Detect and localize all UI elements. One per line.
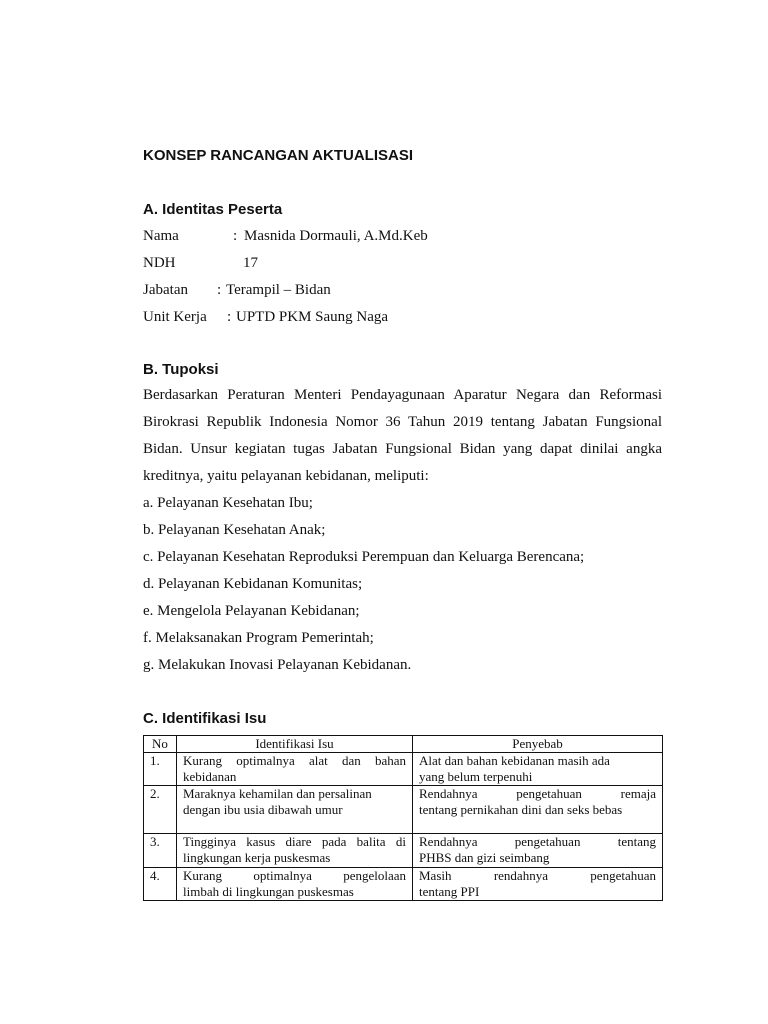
paragraph-line: Bidan. Unsur kegiatan tugas Jabatan Fungsional Bidan yang dapat dinilai angka [143, 441, 662, 457]
row-number: 2. [144, 786, 177, 834]
cell-line: kebidanan [183, 769, 237, 784]
list-item: c. Pelayanan Kesehatan Reproduksi Perempuan dan Keluarga Berencana; [143, 549, 585, 565]
column-header-penyebab: Penyebab [413, 736, 663, 753]
identity-separator: : [227, 309, 232, 325]
paragraph-line: Birokrasi Republik Indonesia Nomor 36 Tahun 2019 tentang Jabatan Fungsional [143, 414, 662, 430]
table-header-row [144, 736, 663, 753]
cell-line: tentang PPI [419, 884, 480, 899]
tupoksi-paragraph [143, 382, 662, 490]
issue-table [143, 735, 663, 901]
identity-separator: : [233, 228, 238, 244]
tupoksi-list [143, 493, 584, 682]
identity-value: Terampil – Bidan [226, 282, 331, 298]
cell-line: Tingginya kasus diare pada balita di [183, 834, 406, 849]
paragraph-line: kreditnya, yaitu pelayanan kebidanan, meliputi: [143, 468, 429, 484]
list-item: d. Pelayanan Kebidanan Komunitas; [143, 576, 363, 592]
issue-cell [177, 868, 413, 901]
section-b-heading: B. Tupoksi [143, 361, 219, 378]
cell-line: dengan ibu usia dibawah umur [183, 802, 343, 817]
cell-line: Rendahnya pengetahuan tentang [419, 834, 656, 849]
column-header-no: No [144, 736, 177, 753]
cell-line: limbah di lingkungan puskesmas [183, 884, 354, 899]
cell-line: tentang pernikahan dini dan seks bebas [419, 802, 623, 817]
list-item: f. Melaksanakan Program Pemerintah; [143, 630, 374, 646]
cell-line: lingkungan kerja puskesmas [183, 850, 331, 865]
column-header-isu: Identifikasi Isu [177, 736, 413, 753]
row-number: 4. [144, 868, 177, 901]
list-item: a. Pelayanan Kesehatan Ibu; [143, 495, 313, 511]
identity-value: 17 [243, 255, 258, 271]
table-row [144, 868, 663, 901]
document-title: KONSEP RANCANGAN AKTUALISASI [143, 147, 414, 164]
cause-cell [413, 753, 663, 786]
cell-line: Rendahnya pengetahuan remaja [419, 786, 656, 801]
identity-value: Masnida Dormauli, A.Md.Keb [244, 228, 428, 244]
paragraph-line: Berdasarkan Peraturan Menteri Pendayagunaan Aparatur Negara dan Reformasi [143, 387, 662, 403]
list-item: g. Melakukan Inovasi Pelayanan Kebidanan. [143, 657, 412, 673]
cause-cell [413, 868, 663, 901]
table-row [144, 753, 663, 786]
identity-label: Unit Kerja [143, 309, 207, 325]
row-number: 3. [144, 834, 177, 868]
identity-value: UPTD PKM Saung Naga [236, 309, 389, 325]
list-item: b. Pelayanan Kesehatan Anak; [143, 522, 326, 538]
issue-cell [177, 834, 413, 868]
issue-cell [177, 753, 413, 786]
row-number: 1. [144, 753, 177, 786]
cell-line: yang belum terpenuhi [419, 769, 533, 784]
cell-line: Kurang optimalnya alat dan bahan [183, 753, 406, 768]
section-c-heading: C. Identifikasi Isu [143, 710, 267, 727]
identity-label: NDH [143, 255, 176, 271]
cell-line: Kurang optimalnya pengelolaan [183, 868, 406, 883]
cell-line: Maraknya kehamilan dan persalinan [183, 786, 372, 801]
identity-separator: : [217, 282, 222, 298]
cell-line: Alat dan bahan kebidanan masih ada [419, 753, 610, 768]
cause-cell [413, 834, 663, 868]
cell-line: Masih rendahnya pengetahuan [419, 868, 656, 883]
issue-cell [177, 786, 413, 834]
list-item: e. Mengelola Pelayanan Kebidanan; [143, 603, 360, 619]
section-a-heading: A. Identitas Peserta [143, 201, 283, 218]
table-row [144, 834, 663, 868]
identity-label: Nama [143, 228, 179, 244]
table-row [144, 786, 663, 834]
cause-cell [413, 786, 663, 834]
identity-label: Jabatan [143, 282, 188, 298]
cell-line: PHBS dan gizi seimbang [419, 850, 550, 865]
